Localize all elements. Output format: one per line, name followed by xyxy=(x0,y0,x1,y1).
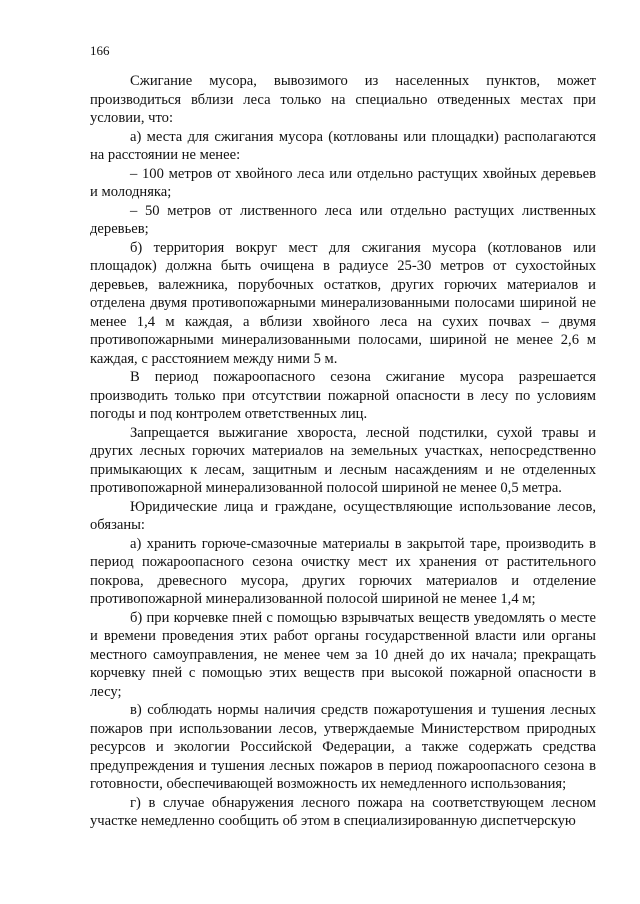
paragraph-dash-50m: – 50 метров от лиственного леса или отдельно растущих лиственных деревьев; xyxy=(90,202,596,237)
paragraph-prohibition: Запрещается выжигание хвороста, лесной подстилки, сухой травы и других лесных горючих материалов на земельных участках, непосредственно примыкающих к лесам, защитным и лесным насаждениям и не отделенных противопожарной минерализованной полосой шириной не менее 0,5 метра. xyxy=(90,424,596,496)
paragraph-obligations-intro: Юридические лица и граждане, осуществляющие использование лесов, обязаны: xyxy=(90,498,596,533)
paragraph-obligation-b: б) при корчевке пней с помощью взрывчатых веществ уведомлять о месте и времени проведения этих работ органы государственной власти или органы местного самоуправления, не менее чем за 10 дней до их начала; прекращать корчевку пней с помощью этих веществ при высокой пожарной опасности в лесу; xyxy=(90,609,596,700)
page-number: 166 xyxy=(90,43,110,58)
paragraph-garbage-burning-intro: Сжигание мусора, вывозимого из населенных пунктов, может производиться вблизи леса только на специально отведенных местах при условии, что: xyxy=(90,73,596,126)
document-body xyxy=(90,72,596,831)
paragraph-fire-season-burning: В период пожароопасного сезона сжигание мусора разрешается производить только при отсутствии пожарной опасности в лесу по условиям погоды и под контролем ответственных лиц. xyxy=(90,369,596,422)
paragraph-item-a-locations: а) места для сжигания мусора (котлованы или площадки) располагаются на расстоянии не менее: xyxy=(90,128,596,163)
paragraph-obligation-g: г) в случае обнаружения лесного пожара на соответствующем лесном участке немедленно сообщить об этом в специализированную диспетчерскую xyxy=(90,794,596,829)
paragraph-obligation-v: в) соблюдать нормы наличия средств пожаротушения и тушения лесных пожаров при использовании лесов, утверждаемые Министерством природных ресурсов и экологии Российской Федерации, а также содержать средства предупреждения и тушения лесных пожаров в период пожароопасного сезона в готовности, обеспечивающей возможность их немедленного использования; xyxy=(90,702,596,792)
paragraph-obligation-a: а) хранить горюче-смазочные материалы в закрытой таре, производить в период пожароопасного сезона очистку мест их хранения от растительного покрова, древесного мусора, других горючих материалов и отделение противопожарной минерализованной полосой шириной не менее 1,4 м; xyxy=(90,535,596,607)
paragraph-item-b-territory: б) территория вокруг мест для сжигания мусора (котлованов или площадок) должна быть очищена в радиусе 25-30 метров от сухостойных деревьев, валежника, порубочных остатков, других горючих материалов и отделена двумя противопожарными минерализованными полосами шириной не менее 1,4 м каждая, а вблизи хвойного леса на сухих почвах – двумя противопожарными минерализованными полосами, шириной не менее 2,6 м каждая, с расстоянием между ними 5 м. xyxy=(90,239,596,367)
paragraph-dash-100m: – 100 метров от хвойного леса или отдельно растущих хвойных деревьев и молодняка; xyxy=(90,165,596,200)
